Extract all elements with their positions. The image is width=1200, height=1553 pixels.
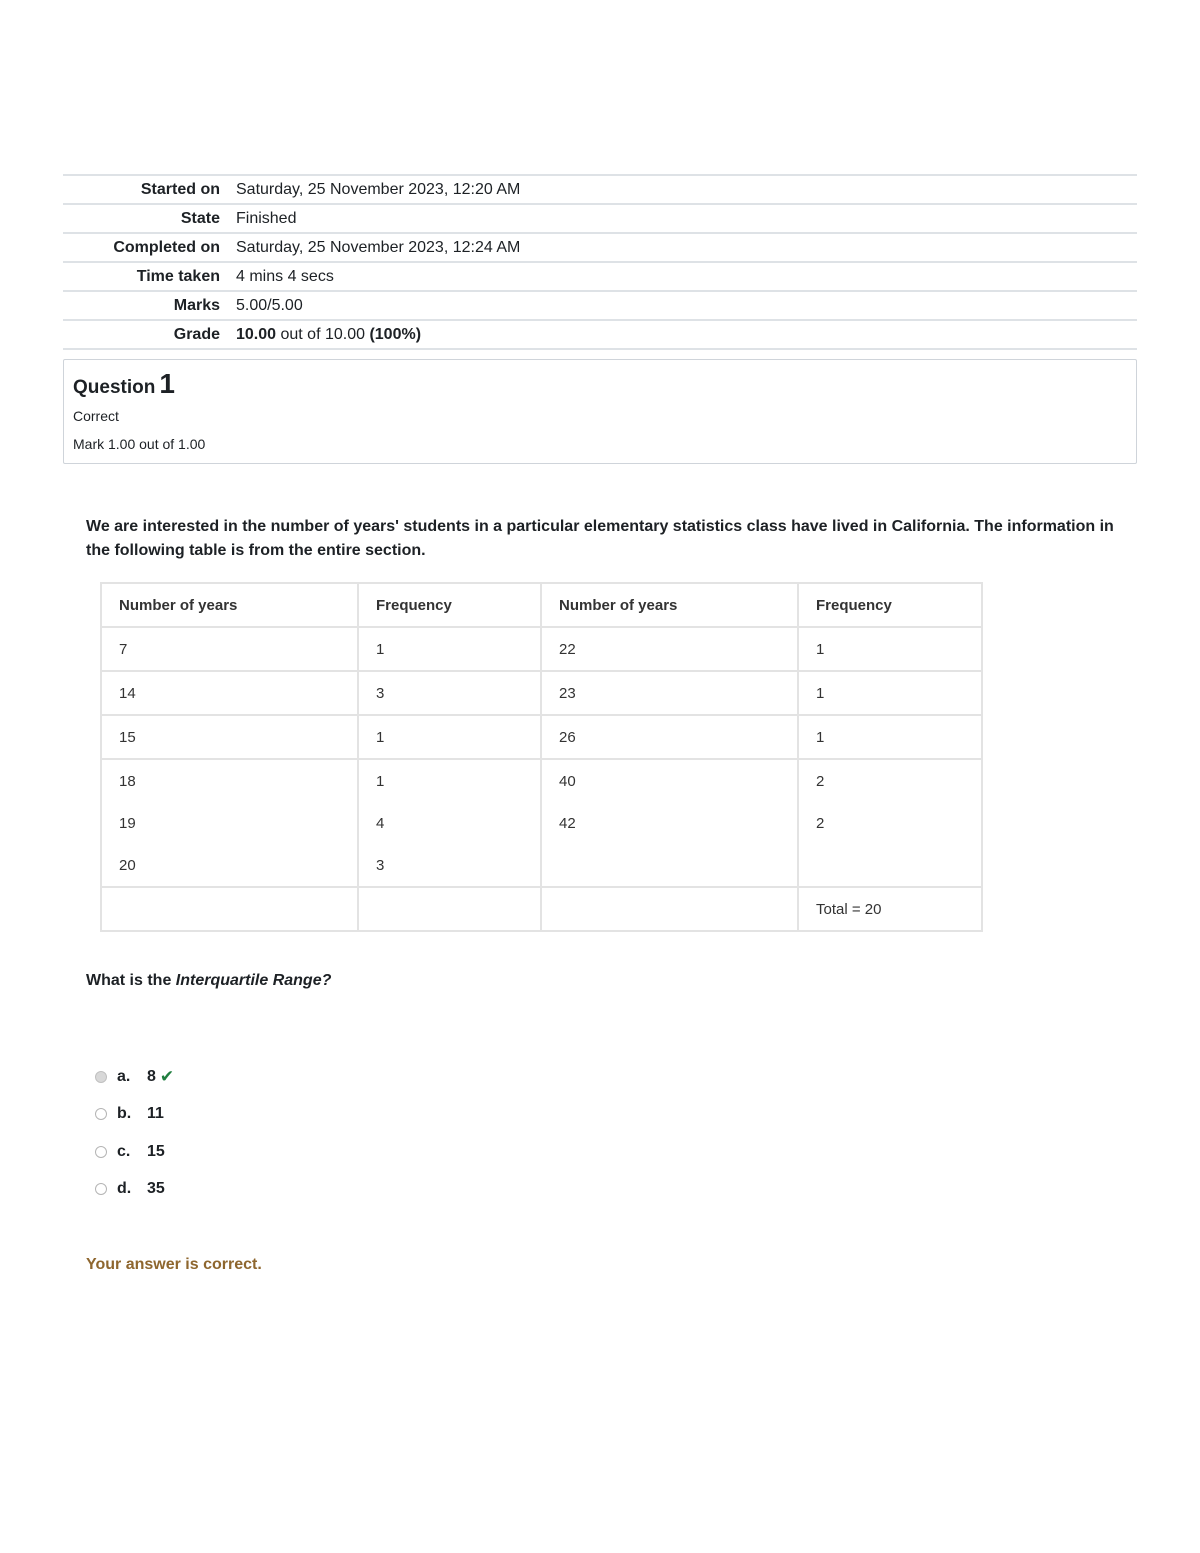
marks-value: 5.00/5.00 — [236, 296, 303, 314]
table-row — [101, 802, 982, 844]
summary-row-started — [63, 175, 1137, 204]
state-label: State — [180, 209, 220, 227]
question-number: 1 — [159, 368, 175, 399]
radio-button[interactable] — [95, 1108, 107, 1120]
started-value: Saturday, 25 November 2023, 12:20 AM — [236, 180, 521, 198]
question-title — [73, 368, 175, 400]
answer-option-c[interactable] — [93, 1133, 174, 1171]
table-cell: 4 — [358, 802, 541, 844]
prompt-text: What is the — [86, 972, 176, 989]
answer-feedback: Your answer is correct. — [86, 1256, 262, 1273]
radio-button[interactable] — [95, 1183, 107, 1195]
question-info — [63, 359, 1137, 464]
answer-letter: a. — [117, 1067, 131, 1085]
answer-value: 11 — [147, 1105, 164, 1123]
table-cell — [541, 887, 798, 931]
answer-option-a[interactable] — [93, 1058, 174, 1096]
answer-letter: c. — [117, 1142, 131, 1160]
table-row — [101, 887, 982, 931]
check-icon: ✔ — [159, 1066, 175, 1086]
table-header: Number of years — [101, 583, 358, 627]
grade-label: Grade — [173, 325, 220, 343]
answer-value: 15 — [147, 1142, 165, 1160]
completed-value: Saturday, 25 November 2023, 12:24 AM — [236, 238, 521, 256]
answer-letter: d. — [117, 1180, 132, 1198]
table-cell: 1 — [798, 671, 982, 715]
table-cell: 1 — [358, 627, 541, 671]
table-row — [101, 844, 982, 887]
table-cell: 1 — [798, 627, 982, 671]
grade-percent: (100%) — [369, 325, 422, 343]
grade-value — [236, 320, 1137, 349]
summary-row-time — [63, 262, 1137, 291]
summary-row-state — [63, 204, 1137, 233]
time-value: 4 mins 4 secs — [236, 267, 334, 285]
marks-label: Marks — [173, 296, 220, 314]
summary-row-marks — [63, 291, 1137, 320]
table-row — [101, 715, 982, 759]
question-state: Correct — [73, 408, 119, 424]
state-value: Finished — [236, 209, 297, 227]
radio-button[interactable] — [95, 1071, 107, 1083]
table-cell: 26 — [541, 715, 798, 759]
table-cell: 2 — [798, 759, 982, 802]
table-header: Number of years — [541, 583, 798, 627]
table-cell — [798, 844, 982, 887]
frequency-table — [100, 582, 983, 932]
answer-value: 8 — [147, 1067, 156, 1085]
table-cell — [541, 844, 798, 887]
table-row — [101, 627, 982, 671]
table-cell: 1 — [798, 715, 982, 759]
grade-outof: out of 10.00 — [276, 325, 370, 343]
prompt-italic: Interquartile Range? — [175, 972, 332, 989]
question-text: We are interested in the number of years' students in a particular elementary statistics class have lived in California. The information in the following table is from the entire section. — [86, 518, 1114, 559]
table-cell: 23 — [541, 671, 798, 715]
table-cell: 14 — [101, 671, 358, 715]
table-header: Frequency — [798, 583, 982, 627]
answer-option-b[interactable] — [93, 1096, 174, 1134]
question-title-label: Question — [73, 377, 156, 398]
table-cell: 1 — [358, 715, 541, 759]
answer-option-d[interactable] — [93, 1171, 174, 1209]
table-header-row — [101, 583, 982, 627]
table-cell: 3 — [358, 671, 541, 715]
table-cell: 40 — [541, 759, 798, 802]
table-cell: 42 — [541, 802, 798, 844]
table-cell: 3 — [358, 844, 541, 887]
table-row — [101, 759, 982, 802]
completed-label: Completed on — [113, 238, 220, 256]
table-header: Frequency — [358, 583, 541, 627]
table-cell: 20 — [101, 844, 358, 887]
table-cell: 18 — [101, 759, 358, 802]
table-total: Total = 20 — [798, 887, 982, 931]
answer-letter: b. — [117, 1105, 132, 1123]
time-label: Time taken — [136, 267, 220, 285]
table-cell — [101, 887, 358, 931]
table-cell: 22 — [541, 627, 798, 671]
table-cell: 2 — [798, 802, 982, 844]
table-cell: 15 — [101, 715, 358, 759]
summary-row-grade — [63, 320, 1137, 349]
grade-score: 10.00 — [236, 325, 277, 343]
question-grade: Mark 1.00 out of 1.00 — [73, 436, 206, 452]
table-cell: 7 — [101, 627, 358, 671]
attempt-summary — [63, 174, 1137, 350]
started-label: Started on — [140, 180, 220, 198]
question-prompt — [86, 972, 331, 990]
table-cell: 1 — [358, 759, 541, 802]
answer-value: 35 — [147, 1180, 165, 1198]
answer-options — [93, 1058, 174, 1208]
table-cell: 19 — [101, 802, 358, 844]
table-row — [101, 671, 982, 715]
summary-row-completed — [63, 233, 1137, 262]
table-cell — [358, 887, 541, 931]
radio-button[interactable] — [95, 1146, 107, 1158]
